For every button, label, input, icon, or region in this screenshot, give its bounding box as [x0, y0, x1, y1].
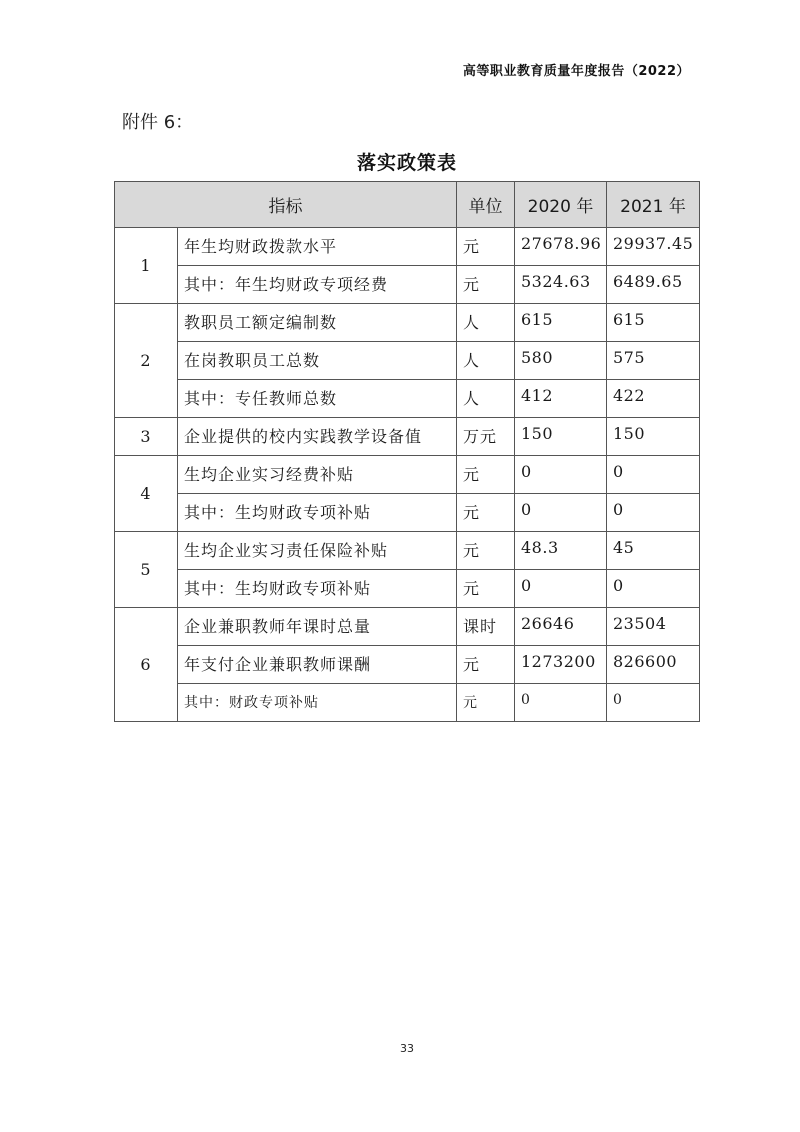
- value-2021-cell: 6489.65: [607, 266, 700, 304]
- table-row: [115, 456, 700, 494]
- group-number: 5: [115, 532, 178, 608]
- table-row: [115, 380, 700, 418]
- indicator-cell: 其中：生均财政专项补贴: [178, 570, 457, 608]
- indicator-cell: 年支付企业兼职教师课酬: [178, 646, 457, 684]
- value-2020-cell: 150: [515, 418, 607, 456]
- indicator-cell: 教职员工额定编制数: [178, 304, 457, 342]
- table-row: [115, 266, 700, 304]
- unit-cell: 人: [457, 380, 515, 418]
- value-2021-cell: 45: [607, 532, 700, 570]
- table-row: [115, 646, 700, 684]
- group-number: 6: [115, 608, 178, 722]
- table-row: [115, 228, 700, 266]
- table-row: [115, 608, 700, 646]
- indicator-cell: 其中：年生均财政专项经费: [178, 266, 457, 304]
- indicator-cell: 其中：生均财政专项补贴: [178, 494, 457, 532]
- value-2020-cell: 615: [515, 304, 607, 342]
- value-2021-cell: 29937.45: [607, 228, 700, 266]
- unit-cell: 元: [457, 456, 515, 494]
- policy-table: [114, 181, 700, 722]
- indicator-cell: 企业兼职教师年课时总量: [178, 608, 457, 646]
- table-row: [115, 342, 700, 380]
- table-title: 落实政策表: [356, 152, 457, 174]
- column-header-indicator: 指标: [115, 182, 457, 228]
- value-2020-cell: 0: [515, 494, 607, 532]
- table-row: [115, 418, 700, 456]
- value-2021-cell: 826600: [607, 646, 700, 684]
- unit-cell: 元: [457, 228, 515, 266]
- unit-cell: 元: [457, 646, 515, 684]
- indicator-cell: 生均企业实习经费补贴: [178, 456, 457, 494]
- value-2021-cell: 150: [607, 418, 700, 456]
- unit-cell: 元: [457, 570, 515, 608]
- table-row: [115, 304, 700, 342]
- value-2021-cell: 0: [607, 570, 700, 608]
- table-row: [115, 684, 700, 722]
- table-header-row: [115, 182, 700, 228]
- unit-cell: 人: [457, 342, 515, 380]
- unit-cell: 万元: [457, 418, 515, 456]
- unit-cell: 元: [457, 684, 515, 722]
- group-number: 1: [115, 228, 178, 304]
- column-header-unit: 单位: [457, 182, 515, 228]
- unit-cell: 元: [457, 494, 515, 532]
- indicator-cell: 其中：财政专项补贴: [178, 684, 457, 722]
- group-number: 3: [115, 418, 178, 456]
- group-number: 4: [115, 456, 178, 532]
- column-header-2021: 2021 年: [607, 182, 700, 228]
- unit-cell: 课时: [457, 608, 515, 646]
- value-2021-cell: 0: [607, 456, 700, 494]
- indicator-cell: 生均企业实习责任保险补贴: [178, 532, 457, 570]
- value-2021-cell: 575: [607, 342, 700, 380]
- value-2021-cell: 0: [607, 494, 700, 532]
- value-2021-cell: 0: [607, 684, 700, 722]
- value-2020-cell: 580: [515, 342, 607, 380]
- unit-cell: 元: [457, 266, 515, 304]
- value-2020-cell: 1273200: [515, 646, 607, 684]
- page-number: 33: [400, 1042, 414, 1055]
- column-header-2020: 2020 年: [515, 182, 607, 228]
- attachment-label: 附件 6：: [122, 112, 194, 133]
- unit-cell: 人: [457, 304, 515, 342]
- value-2020-cell: 27678.96: [515, 228, 607, 266]
- value-2020-cell: 48.3: [515, 532, 607, 570]
- group-number: 2: [115, 304, 178, 418]
- value-2020-cell: 26646: [515, 608, 607, 646]
- indicator-cell: 其中：专任教师总数: [178, 380, 457, 418]
- value-2021-cell: 23504: [607, 608, 700, 646]
- value-2020-cell: 0: [515, 570, 607, 608]
- indicator-cell: 企业提供的校内实践教学设备值: [178, 418, 457, 456]
- running-header: 高等职业教育质量年度报告（2022）: [462, 64, 690, 79]
- value-2021-cell: 422: [607, 380, 700, 418]
- value-2021-cell: 615: [607, 304, 700, 342]
- value-2020-cell: 5324.63: [515, 266, 607, 304]
- table-row: [115, 532, 700, 570]
- table-row: [115, 494, 700, 532]
- unit-cell: 元: [457, 532, 515, 570]
- table-row: [115, 570, 700, 608]
- value-2020-cell: 0: [515, 456, 607, 494]
- indicator-cell: 在岗教职员工总数: [178, 342, 457, 380]
- value-2020-cell: 0: [515, 684, 607, 722]
- value-2020-cell: 412: [515, 380, 607, 418]
- indicator-cell: 年生均财政拨款水平: [178, 228, 457, 266]
